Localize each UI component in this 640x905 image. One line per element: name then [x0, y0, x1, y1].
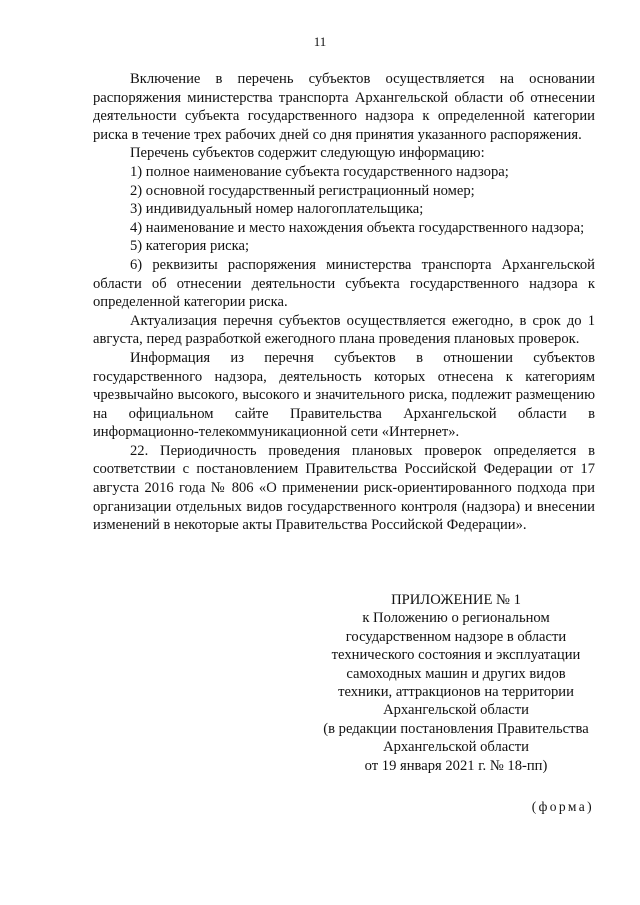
appendix-line: к Положению о региональном: [362, 610, 550, 627]
page-number: 11: [313, 34, 327, 49]
body-text: [93, 70, 595, 535]
list-item-ogrn: 2) основной государственный регистрационный номер;: [130, 182, 475, 199]
paragraph-updating: Актуализация перечня субъектов осуществляется ежегодно, в срок до 1 августа, перед разработкой ежегодного плана проведения плановых проверок.: [93, 312, 595, 348]
list-item-risk-category: 5) категория риска;: [130, 238, 250, 255]
form-label: (форма): [531, 799, 594, 814]
paragraph-inclusion: Включение в перечень субъектов осуществляется на основании распоряжения министерства транспорта Архангельской области об отнесении деятельности субъекта государственного надзора к определенной категории риска в течение трех рабочих дней со дня принятия указанного распоряжения.: [93, 71, 595, 143]
appendix-line: Архангельской области: [383, 739, 529, 756]
appendix-line: Архангельской области: [383, 702, 529, 719]
appendix-line: технического состояния и эксплуатации: [331, 647, 581, 664]
appendix-line: техники, аттракционов на территории: [338, 684, 574, 701]
appendix-line: самоходных машин и других видов: [346, 665, 566, 682]
appendix-line: (в редакции постановления Правительства: [323, 720, 589, 737]
appendix-heading: ПРИЛОЖЕНИЕ № 1: [391, 592, 521, 608]
appendix-line: от 19 января 2021 г. № 18-пп): [364, 757, 548, 774]
paragraph-list-contents: Перечень субъектов содержит следующую информацию:: [130, 145, 485, 162]
list-item-inn: 3) индивидуальный номер налогоплательщика;: [130, 201, 424, 218]
paragraph-22-periodicity: 22. Периодичность проведения плановых проверок определяется в соответствии с постановлением Правительства Российской Федерации от 17 августа 2016 года № 806 «О применении риск-ориентированного подхода при организации отдельных видов государственного контроля (надзора) и внесении изменений в некоторые акты Правительства Российской Федерации».: [93, 442, 595, 534]
list-item-order-details: 6) реквизиты распоряжения министерства транспорта Архангельской области об отнесении деятельности субъекта государственного надзора к определенной категории риска.: [93, 256, 595, 311]
list-item-object-location: 4) наименование и место нахождения объекта государственного надзора;: [130, 219, 585, 236]
appendix-block: [300, 591, 612, 775]
list-item-full-name: 1) полное наименование субъекта государственного надзора;: [130, 163, 509, 180]
paragraph-publication: Информация из перечня субъектов в отношении субъектов государственного надзора, деятельность которых отнесена к категориям чрезвычайно высокого, высокого и значительного риска, подлежит размещению на официальном сайте Правительства Архангельской области в информационно-телекоммуникационной сети «Интернет».: [93, 349, 595, 441]
appendix-line: государственном надзоре в области: [345, 628, 567, 645]
